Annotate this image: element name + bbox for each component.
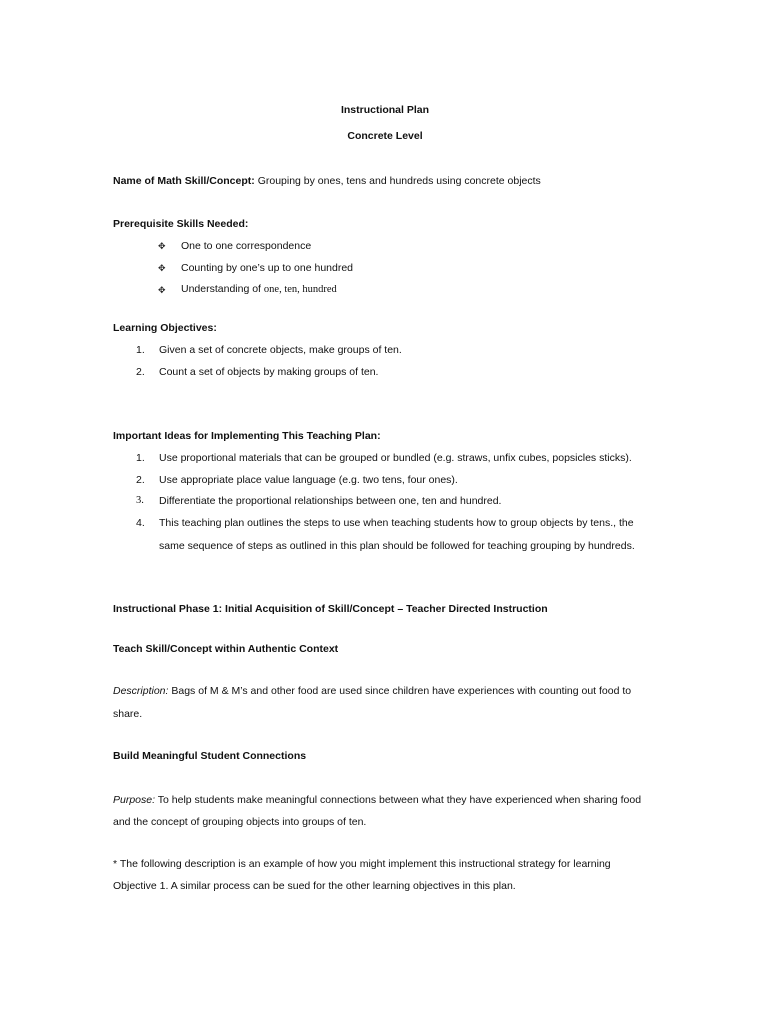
idea-item-continued: same sequence of steps as outlined in this plan should be followed for teaching grouping by hundreds. — [159, 540, 635, 552]
idea-item: Use appropriate place value language (e.g. two tens, four ones). — [159, 474, 458, 486]
bullet-icon: ✥ — [158, 241, 166, 251]
phase1-heading: Instructional Phase 1: Initial Acquisition of Skill/Concept – Teacher Directed Instruction — [113, 603, 548, 615]
description-text-continued: share. — [113, 708, 143, 720]
objectives-heading: Learning Objectives: — [113, 322, 217, 334]
prereq-item-suffix: one, ten, hundred — [263, 284, 337, 295]
list-number: 4. — [136, 517, 145, 529]
prereq-item — [181, 283, 337, 295]
list-number: 3. — [136, 495, 144, 506]
purpose-line — [113, 794, 641, 806]
description-text: Bags of M & M’s and other food are used since children have experiences with counting out food to — [171, 685, 632, 697]
doc-title: Instructional Plan — [340, 104, 430, 116]
objective-item: Count a set of objects by making groups of ten. — [159, 366, 379, 378]
list-number: 1. — [136, 344, 145, 356]
bullet-icon: ✥ — [158, 285, 166, 295]
skill-label: Name of Math Skill/Concept: — [113, 175, 255, 187]
description-label: Description: — [113, 685, 169, 697]
ideas-heading: Important Ideas for Implementing This Teaching Plan: — [113, 430, 381, 442]
idea-item: Use proportional materials that can be grouped or bundled (e.g. straws, unfix cubes, popsicles sticks). — [159, 452, 632, 464]
idea-item: This teaching plan outlines the steps to use when teaching students how to group objects by tens., the — [159, 517, 634, 529]
description-line — [113, 685, 631, 697]
skill-line — [113, 175, 541, 187]
bullet-icon: ✥ — [158, 263, 166, 273]
prereq-item: One to one correspondence — [181, 240, 312, 252]
list-number: 2. — [136, 366, 145, 378]
prereq-item-prefix: Understanding of — [181, 283, 261, 295]
purpose-text-continued: and the concept of grouping objects into groups of ten. — [113, 816, 367, 828]
purpose-label: Purpose: — [113, 794, 156, 806]
note-line-continued: Objective 1. A similar process can be sued for the other learning objectives in this plan. — [113, 880, 516, 892]
teach-heading: Teach Skill/Concept within Authentic Context — [113, 643, 339, 655]
build-heading: Build Meaningful Student Connections — [113, 750, 307, 762]
doc-subtitle: Concrete Level — [347, 130, 423, 142]
note-line: * The following description is an example of how you might implement this instructional strategy for learning — [113, 858, 611, 870]
prereq-item: Counting by one’s up to one hundred — [181, 262, 354, 274]
purpose-text: To help students make meaningful connections between what they have experienced when sharing food — [157, 794, 642, 806]
idea-item: Differentiate the proportional relationships between one, ten and hundred. — [159, 495, 502, 507]
objective-item: Given a set of concrete objects, make groups of ten. — [159, 344, 402, 356]
list-number: 2. — [136, 474, 145, 486]
list-number: 1. — [136, 452, 145, 464]
skill-value: Grouping by ones, tens and hundreds using concrete objects — [257, 175, 541, 187]
prereq-heading: Prerequisite Skills Needed: — [113, 218, 249, 230]
